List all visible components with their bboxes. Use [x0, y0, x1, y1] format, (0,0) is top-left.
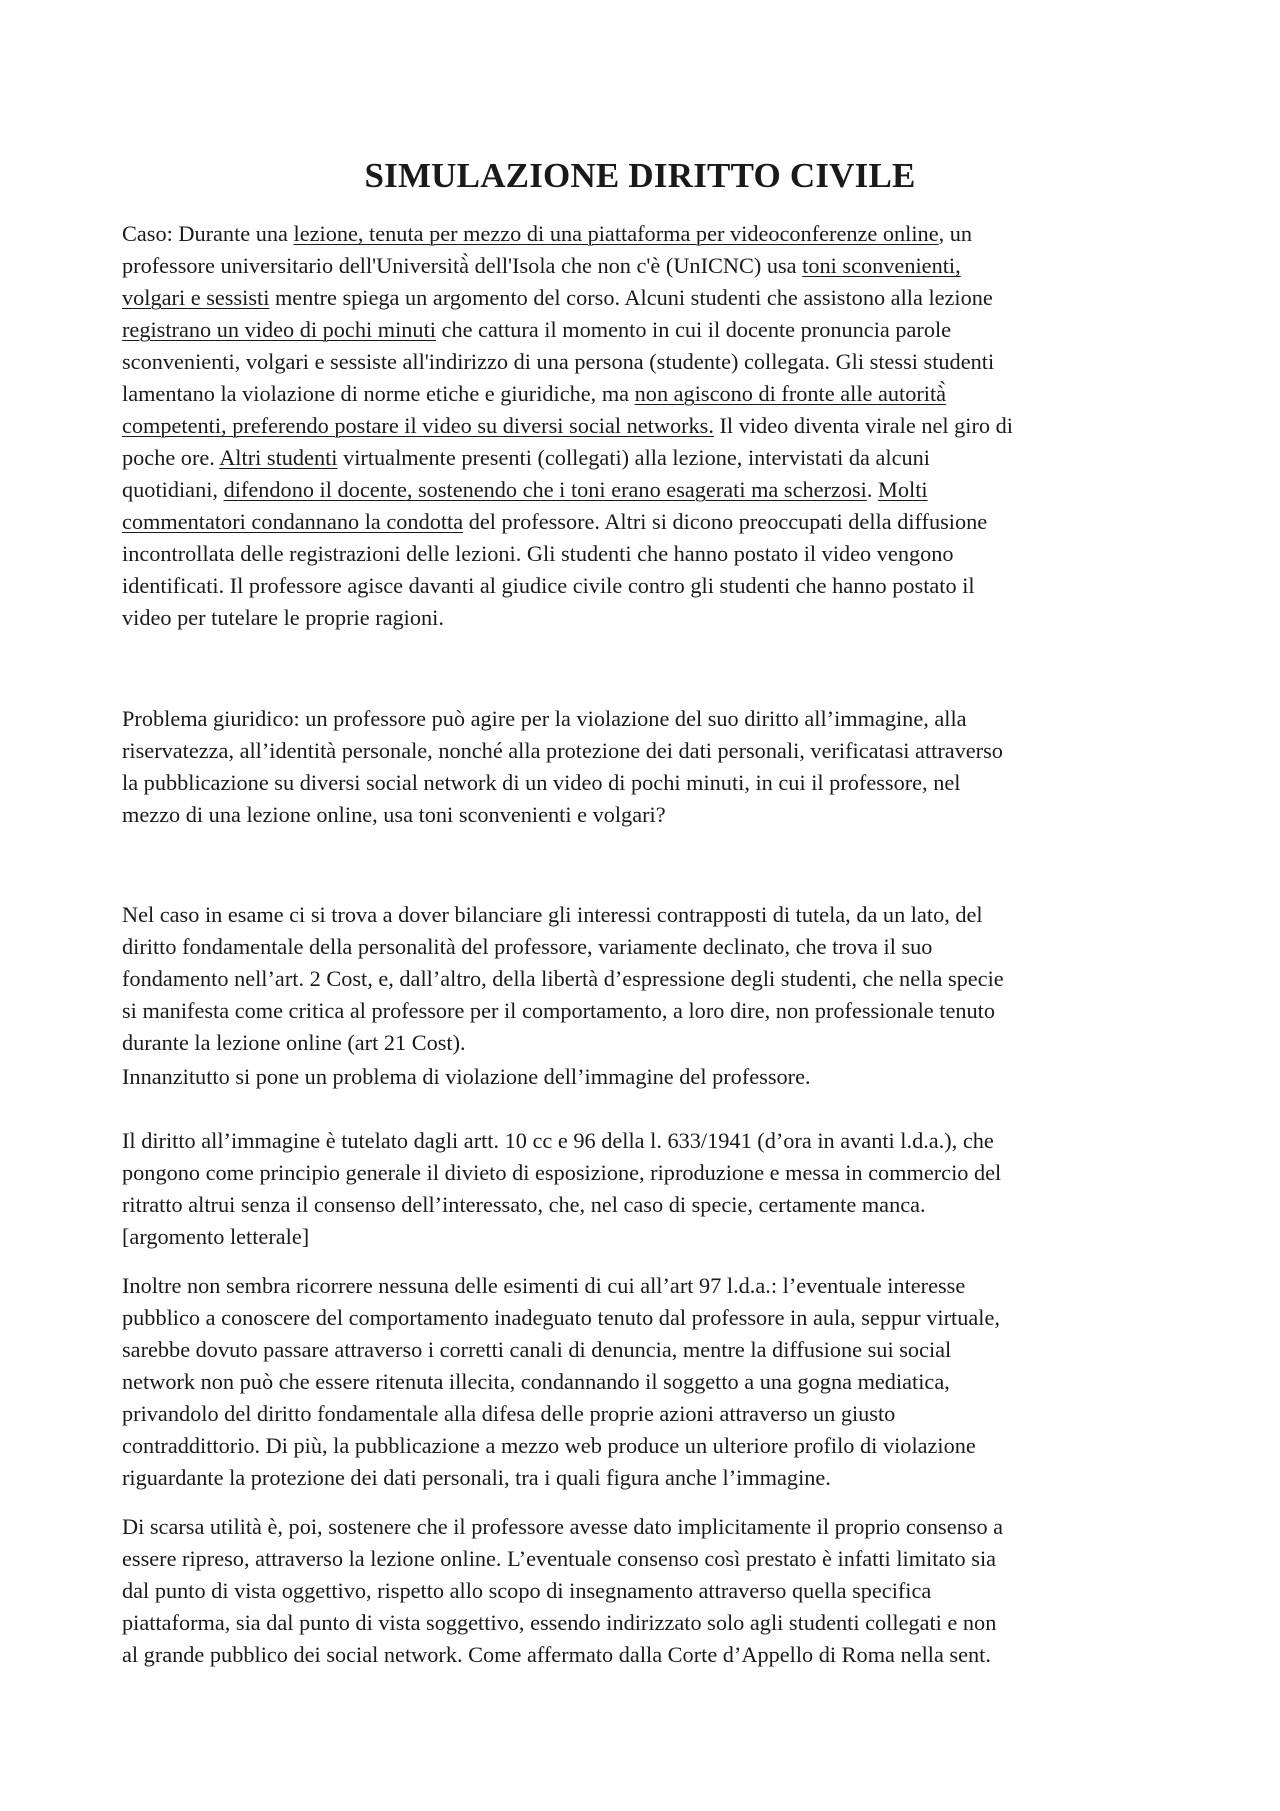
text-line: pongono come principio generale il divieto di esposizione, riproduzione e messa in commercio del: [122, 1160, 1002, 1185]
text-line: si manifesta come critica al professore per il comportamento, a loro dire, non professionale tenuto: [122, 998, 995, 1023]
text-line: al grande pubblico dei social network. Come affermato dalla Corte d’Appello di Roma nella sent.: [122, 1642, 991, 1667]
underlined-text: difendono il docente, sostenendo che i toni erano esagerati ma scherzosi: [223, 477, 867, 502]
text-line: [122, 346, 1162, 378]
underlined-text: non agiscono di fronte alle autorità̀: [634, 381, 947, 406]
text-line: durante la lezione online (art 21 Cost).: [122, 1030, 466, 1055]
text-line: [argomento letterale]: [122, 1224, 310, 1249]
body-paragraph-balancing: [122, 899, 1162, 1059]
text-span: che cattura il momento in cui il docente pronuncia parole: [435, 317, 952, 342]
text-span: lamentano la violazione di norme etiche e giuridiche, ma: [122, 381, 635, 406]
legal-problem-paragraph: [122, 703, 1162, 831]
text-line: privandolo del diritto fondamentale alla difesa delle proprie azioni attraverso un giusto: [122, 1401, 896, 1426]
underlined-text: Molti: [878, 477, 928, 502]
text-line: [122, 410, 1162, 442]
text-line: [122, 282, 1162, 314]
text-span: mentre spiega un argomento del corso. Alcuni studenti che assistono alla lezione: [269, 285, 993, 310]
text-span: professore universitario dell'Università̀ dell'Isola che non c'è (UnICNC) usa: [122, 253, 803, 278]
text-span: .: [866, 477, 879, 502]
text-span: poche ore.: [122, 445, 220, 470]
text-line: sarebbe dovuto passare attraverso i corretti canali di denuncia, mentre la diffusione sui social: [122, 1337, 952, 1362]
text-line: Di scarsa utilità è, poi, sostenere che il professore avesse dato implicitamente il proprio consenso a: [122, 1514, 1004, 1539]
text-line: ritratto altrui senza il consenso dell’interessato, che, nel caso di specie, certamente manca.: [122, 1192, 926, 1217]
text-line: [122, 218, 1162, 250]
body-paragraph-image-right: [122, 1125, 1162, 1253]
text-line: Nel caso in esame ci si trova a dover bilanciare gli interessi contrapposti di tutela, da un lato, del: [122, 902, 983, 927]
text-line: riguardante la protezione dei dati personali, tra i quali figura anche l’immagine.: [122, 1465, 831, 1490]
underlined-text: toni sconvenienti,: [802, 253, 961, 278]
text-span: virtualmente presenti (collegati) alla lezione, intervistati da alcuni: [337, 445, 930, 470]
text-span: incontrollata delle registrazioni delle lezioni. Gli studenti che hanno postato il video vengono: [122, 541, 954, 566]
body-paragraph-exemptions: [122, 1270, 1162, 1494]
text-line: Innanzitutto si pone un problema di violazione dell’immagine del professore.: [122, 1064, 811, 1089]
text-line: Problema giuridico: un professore può agire per la violazione del suo diritto all’immagine, alla: [122, 706, 967, 731]
text-span: , un: [938, 221, 973, 246]
text-line: [122, 570, 1162, 602]
body-paragraph-consent: [122, 1511, 1162, 1671]
underlined-text: competenti, preferendo postare il video su diversi social networks.: [122, 413, 714, 438]
underlined-text: volgari e sessisti: [122, 285, 270, 310]
text-line: diritto fondamentale della personalità del professore, variamente declinato, che trova il suo: [122, 934, 933, 959]
text-line: dal punto di vista oggettivo, rispetto allo scopo di insegnamento attraverso quella specifica: [122, 1578, 932, 1603]
text-span: video per tutelare le proprie ragioni.: [122, 605, 444, 630]
underlined-text: Altri studenti: [219, 445, 338, 470]
text-line: [122, 538, 1162, 570]
case-paragraph: [122, 218, 1162, 634]
text-line: contraddittorio. Di più, la pubblicazione a mezzo web produce un ulteriore profilo di violazione: [122, 1433, 976, 1458]
text-line: [122, 250, 1162, 282]
text-line: piattaforma, sia dal punto di vista soggettivo, essendo indirizzato solo agli studenti collegati e non: [122, 1610, 997, 1635]
underlined-text: lezione, tenuta per mezzo di una piattaforma per videoconferenze online: [293, 221, 939, 246]
text-line: [122, 442, 1162, 474]
text-line: [122, 506, 1162, 538]
text-line: fondamento nell’art. 2 Cost, e, dall’altro, della libertà d’espressione degli studenti, che nella specie: [122, 966, 1004, 991]
text-line: [122, 314, 1162, 346]
text-span: sconvenienti, volgari e sessiste all'indirizzo di una persona (studente) collegata. Gli stessi studenti: [122, 349, 995, 374]
text-line: [122, 378, 1162, 410]
text-line: [122, 602, 1162, 634]
text-span: del professore. Altri si dicono preoccupati della diffusione: [463, 509, 988, 534]
text-span: Il video diventa virale nel giro di: [713, 413, 1013, 438]
text-line: Il diritto all’immagine è tutelato dagli artt. 10 cc e 96 della l. 633/1941 (d’ora in avanti l.d.a.), che: [122, 1128, 994, 1153]
text-span: identificati. Il professore agisce davanti al giudice civile contro gli studenti che hanno postato il: [122, 573, 975, 598]
text-line: mezzo di una lezione online, usa toni sconvenienti e volgari?: [122, 802, 666, 827]
text-line: pubblico a conoscere del comportamento inadeguato tenuto dal professore in aula, seppur virtuale,: [122, 1305, 1000, 1330]
text-span: Caso: Durante una: [122, 221, 294, 246]
underlined-text: commentatori condannano la condotta: [122, 509, 464, 534]
body-paragraph-image-violation: [122, 1061, 1162, 1093]
document-title: SIMULAZIONE DIRITTO CIVILE: [364, 156, 916, 195]
underlined-text: registrano un video di pochi minuti: [122, 317, 436, 342]
text-span: quotidiani,: [122, 477, 224, 502]
text-line: network non può che essere ritenuta illecita, condannando il soggetto a una gogna mediatica,: [122, 1369, 950, 1394]
text-line: essere ripreso, attraverso la lezione online. L’eventuale consenso così prestato è infatti limitato sia: [122, 1546, 997, 1571]
text-line: Inoltre non sembra ricorrere nessuna delle esimenti di cui all’art 97 l.d.a.: l’eventuale interesse: [122, 1273, 966, 1298]
text-line: [122, 474, 1162, 506]
text-line: la pubblicazione su diversi social network di un video di pochi minuti, in cui il professore, nel: [122, 770, 961, 795]
text-line: riservatezza, all’identità personale, nonché alla protezione dei dati personali, verificatasi attraverso: [122, 738, 1003, 763]
